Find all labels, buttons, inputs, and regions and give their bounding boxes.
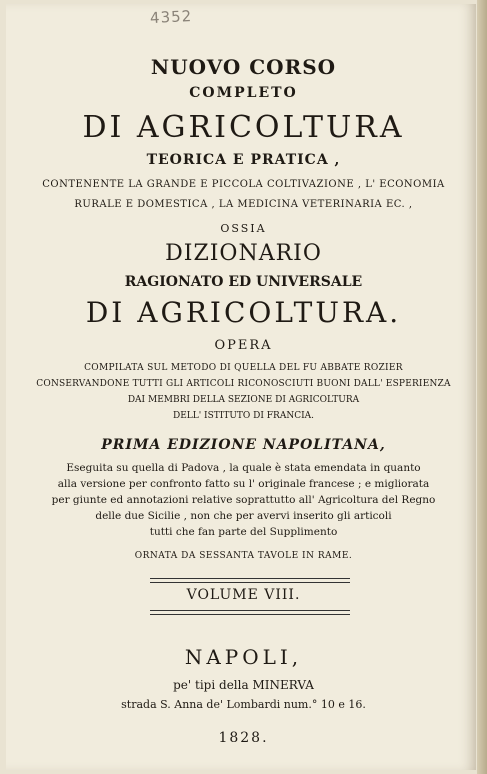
title-line-13: CONSERVANDONE TUTTI GLI ARTICOLI RICONOSCIUTI BUONI DALL' ESPERIENZA (36, 379, 451, 389)
title-line-2: COMPLETO (189, 85, 298, 101)
title-line-3: DI AGRICOLTURA (82, 110, 405, 145)
bottom-rule (150, 610, 350, 615)
edition-text-3: per giunte ed annotazioni relative soprattutto all' Agricoltura del Regno (51, 494, 436, 506)
title-line-5: CONTENENTE LA GRANDE E PICCOLA COLTIVAZIONE , L' ECONOMIA (42, 179, 445, 190)
plates-note: ORNATA DA SESSANTA TAVOLE IN RAME. (134, 551, 353, 561)
imprint-printer: pe' tipi della MINERVA (173, 678, 314, 692)
edition-text-2: alla versione per confronto fatto su l' originale francese ; e migliorata (57, 478, 430, 490)
title-line-8: DIZIONARIO (165, 241, 322, 266)
imprint-year: 1828. (218, 730, 269, 746)
title-line-7: OSSIA (220, 222, 267, 235)
title-line-15: DELL' ISTITUTO DI FRANCIA. (172, 411, 314, 421)
manuscript-number: 4352 (149, 6, 193, 28)
title-line-1: NUOVO CORSO (150, 55, 337, 79)
edition-text-4: delle due Sicilie , non che per avervi inserito gli articoli (95, 510, 392, 522)
title-line-4: TEORICA E PRATICA , (146, 152, 341, 168)
title-line-9: RAGIONATO ED UNIVERSALE (124, 274, 363, 290)
title-line-10: DI AGRICOLTURA. (85, 296, 402, 329)
volume-label: VOLUME VIII. (186, 587, 301, 603)
imprint-address: strada S. Anna de' Lombardi num.° 10 e 16. (121, 698, 366, 711)
edition-heading: PRIMA EDIZIONE NAPOLITANA, (101, 437, 386, 453)
edition-text-1: Eseguita su quella di Padova , la quale è stata emendata in quanto (66, 462, 421, 474)
top-rule (150, 578, 350, 583)
title-line-12: COMPILATA SUL METODO DI QUELLA DEL FU ABBATE ROZIER (84, 363, 403, 373)
title-line-14: DAI MEMBRI DELLA SEZIONE DI AGRICOLTURA (127, 395, 360, 405)
edition-text-5: tutti che fan parte del Supplimento (149, 526, 338, 538)
title-line-11: OPERA (214, 338, 273, 353)
imprint-city: NAPOLI, (184, 645, 303, 669)
title-line-6: RURALE E DOMESTICA , LA MEDICINA VETERINARIA EC. , (74, 199, 413, 210)
